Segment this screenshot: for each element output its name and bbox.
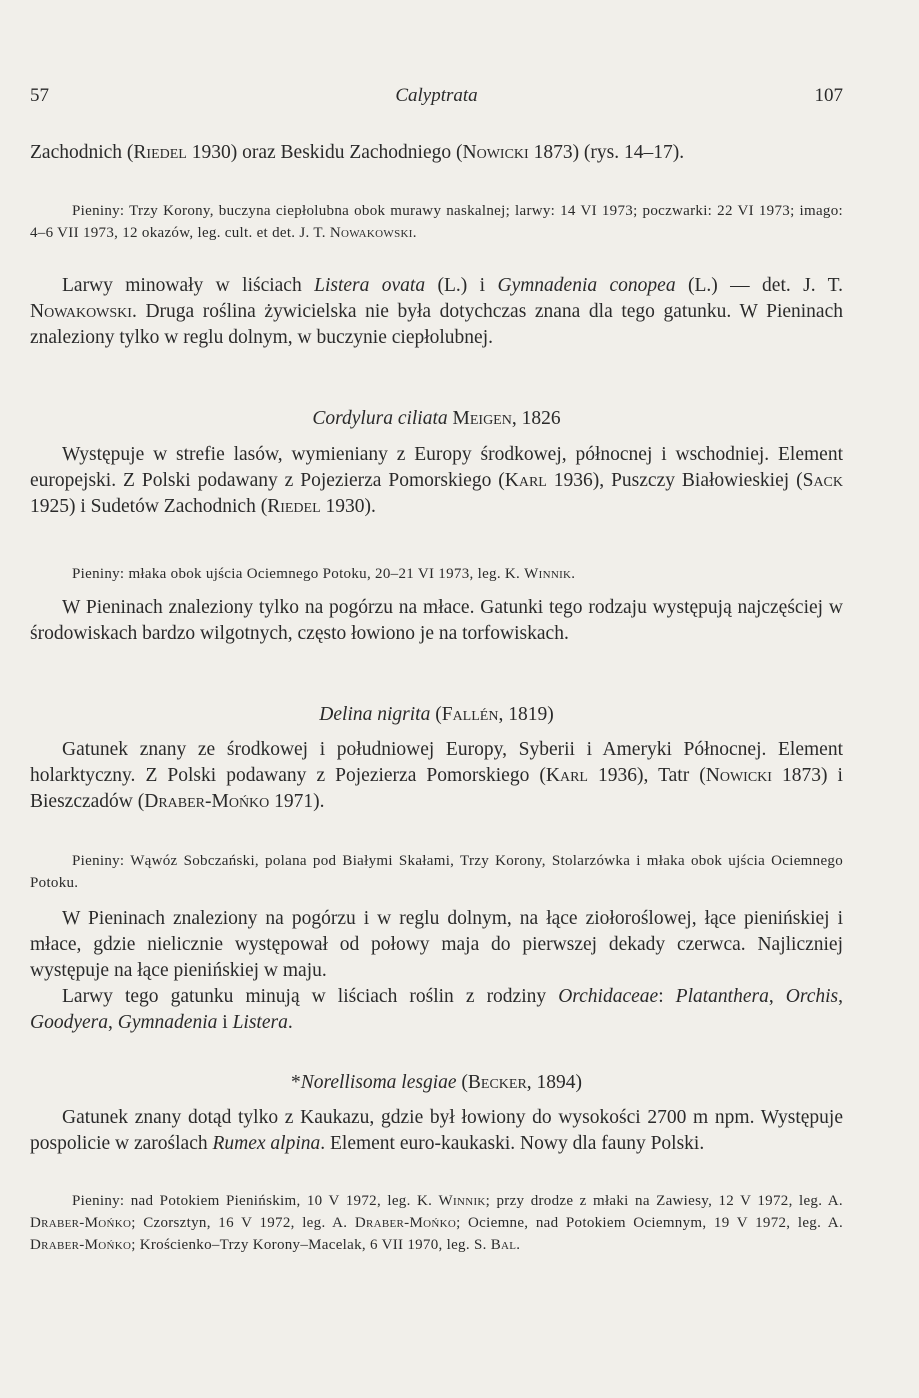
species-author: Becker [467,1072,527,1093]
species-name: Norellisoma lesgiae [300,1072,457,1093]
right-page-number: 107 [814,85,843,106]
taxon-gymnadenia-conopea: Gymnadenia conopea [497,275,676,296]
taxon-listera-ovata: Listera ovata [314,275,426,296]
locality-record-3: Pieniny: Wąwóz Sobczański, polana pod Białymi Skałami, Trzy Korony, Stolarzówka i młaka obok ujścia Ociemnego Potoku. [30,853,843,891]
species-author: Meigen [452,408,512,429]
author-riedel: Riedel [133,142,187,163]
paragraph-distribution-1: Występuje w strefie lasów, wymieniany z Europy środkowej, północnej i wschodniej. Element europejski. Z Polski podawany z Pojezierza Pomorskiego (Karl 1936), Puszczy Białowieskiej (Sack 1925) i Sudetów Zachodnich (Riedel 1930). [30,444,843,517]
author-nowicki: Nowicki [462,142,529,163]
locality-record-1: Pieniny: Trzy Korony, buczyna ciepłolubna obok murawy naskalnej; larwy: 14 VI 1973; poczwarki: 22 VI 1973; imago: 4–6 VII 1973, 12 okazów, leg. cult. et det. J. T. Nowakowski. [30,203,843,241]
paragraph-larvae-1: Larwy minowały w liściach Listera ovata (L.) i Gymnadenia conopea (L.) — det. J. T. Nowakowski. Druga roślina żywicielska nie była dotychczas znana dla tego gatunku. W Pieninach znaleziony tylko w reglu dolnym, w buczynie ciepłolubnej. [30,275,843,348]
left-page-number: 57 [30,85,49,106]
running-title: Calyptrata [395,85,478,106]
paragraph-habitat-2: W Pieninach znaleziony na pogórzu i w reglu dolnym, na łące ziołoroślowej, łące pienińskiej i młace, gdzie nielicznie występował od połowy maja do pierwszej dekady czerwca. Najliczniej występuje na łące pienińskiej w maju. Larwy tego gatunku minują w liściach roślin z rodziny Orchidaceae: Platanthera, Orchis, Goodyera, Gymnadenia i Listera. [30,908,844,1033]
species-name: Cordylura ciliata [312,408,448,429]
paragraph-habitat-1: W Pieninach znaleziony tylko na pogórzu na młace. Gatunki tego rodzaju występują najczęściej w środowiskach bardzo wilgotnych, często łowiono je na torfowiskach. [30,597,843,644]
species-heading-cordylura: Cordylura ciliata Meigen, 1826 [312,408,561,429]
collector-winnik: Winnik [524,566,572,582]
locality-record-2: Pieniny: młaka obok ujścia Ociemnego Potoku, 20–21 VI 1973, leg. K. Winnik. [72,566,576,582]
running-head [30,85,843,107]
species-heading-delina: Delina nigrita (Fallén, 1819) [319,704,554,725]
paragraph-distribution-3: Gatunek znany dotąd tylko z Kaukazu, gdzie był łowiony do wysokości 2700 m npm. Występuje pospolicie w zaroślach Rumex alpina. Element euro-kaukaski. Nowy dla fauny Polski. [30,1107,843,1154]
species-name: Delina nigrita [319,704,431,725]
taxon-rumex-alpina: Rumex alpina [212,1133,321,1154]
author-nowakowski: Nowakowski [30,301,132,322]
paragraph-continuation: Zachodnich (Riedel 1930) oraz Beskidu Zachodniego (Nowicki 1873) (rys. 14–17). [30,142,685,163]
collector-nowakowski: Nowakowski [329,225,413,241]
locality-record-4: Pieniny: nad Potokiem Pienińskim, 10 V 1972, leg. K. Winnik; przy drodze z młaki na Zawiesy, 12 V 1972, leg. A. Draber-Mońko; Czorsztyn, 16 V 1972, leg. A. Draber-Mońko; Ociemne, nad Potokiem Ociemnym, 19 V 1972, leg. A. Draber-Mońko; Krościenko–Trzy Korony–Macelak, 6 VII 1970, leg. S. Bal. [30,1193,843,1253]
species-author: Fallén [441,704,499,725]
paragraph-distribution-2: Gatunek znany ze środkowej i południowej Europy, Syberii i Ameryki Północnej. Element holarktyczny. Z Polski podawany z Pojezierza Pomorskiego (Karl 1936), Tatr (Nowicki 1873) i Bieszczadów (Draber-Mońko 1971). [30,739,843,812]
species-heading-norellisoma: *Norellisoma lesgiae (Becker, 1894) [290,1072,583,1093]
